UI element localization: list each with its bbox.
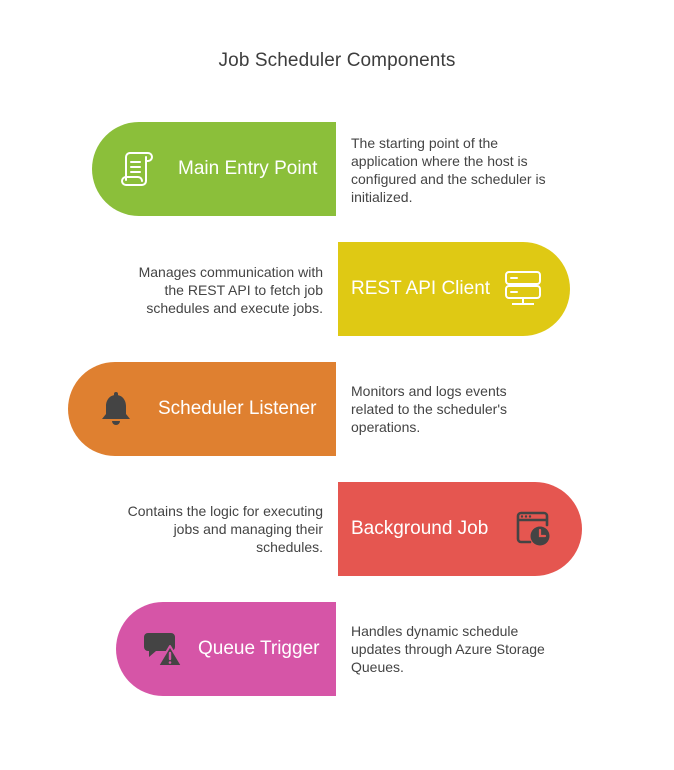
description-line: schedules. (256, 539, 323, 555)
background-job-description (80, 502, 323, 556)
main-entry-point-description (351, 134, 546, 206)
description-line: operations. (351, 419, 421, 435)
description-line: Manages communication with (138, 264, 323, 280)
rest-api-client-pill (338, 242, 570, 336)
window-clock-icon (516, 511, 552, 547)
description-line: Contains the logic for executing (127, 503, 323, 519)
description-line: Queues. (351, 659, 404, 675)
description-line: jobs and managing their (173, 521, 323, 537)
description-line: schedules and execute jobs. (146, 300, 323, 316)
queue-trigger-label: Queue Trigger (198, 638, 320, 659)
description-line: related to the scheduler's (351, 401, 507, 417)
server-icon (504, 270, 542, 308)
description-line: Handles dynamic schedule (351, 623, 519, 639)
scheduler-listener-pill (68, 362, 336, 456)
description-line: The starting point of the (351, 135, 499, 151)
scheduler-listener-label: Scheduler Listener (158, 398, 317, 419)
description-line: configured and the scheduler is (351, 171, 546, 187)
rest-api-client-label: REST API Client (351, 278, 491, 299)
queue-trigger-description (351, 622, 545, 676)
bell-icon (100, 391, 132, 427)
scheduler-listener-description (351, 382, 507, 436)
description-line: updates through Azure Storage (351, 641, 545, 657)
rest-api-client-description (80, 263, 323, 317)
description-line: Monitors and logs events (351, 383, 507, 399)
background-job-pill (338, 482, 582, 576)
background-job-label: Background Job (351, 518, 489, 539)
description-line: application where the host is (351, 153, 528, 169)
diagram-title: Job Scheduler Components (218, 50, 456, 71)
queue-trigger-pill (116, 602, 336, 696)
description-line: the REST API to fetch job (164, 282, 323, 298)
main-entry-point-pill (92, 122, 336, 216)
description-line: initialized. (351, 189, 413, 205)
main-entry-point-label: Main Entry Point (178, 158, 318, 179)
chat-alert-icon (142, 630, 184, 668)
scroll-icon (120, 150, 156, 188)
